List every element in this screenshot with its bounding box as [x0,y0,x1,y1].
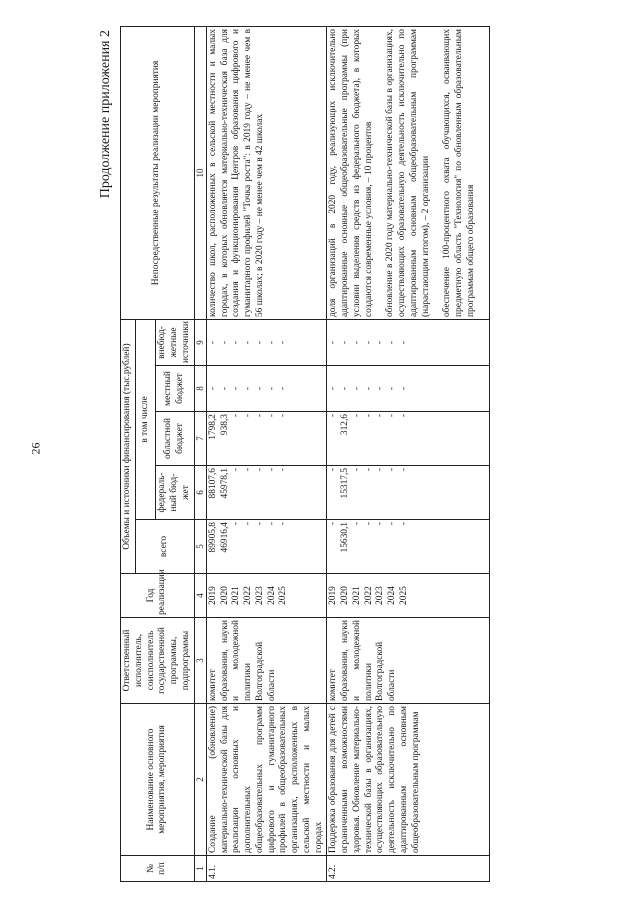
col-number: 8 [194,366,206,412]
header-year: Год реализации [121,574,195,618]
federal-values: - 15317,5 - - - - - [327,466,489,520]
col-number: 7 [194,412,206,466]
column-number-row [194,27,206,882]
row-number: 4.1. [206,856,327,882]
funding-table [120,26,490,882]
header-funding: Объемы и источники финансирования (тыс.рублей) [121,320,136,574]
col-number: 6 [194,466,206,520]
results-cell [206,27,327,320]
years-list: 2019 2020 2021 2022 2023 2024 2025 [206,574,327,618]
measure-name: Поддержка образования для детей с ограниченными возможностями здоровья. Обновление материально-технической базы в организациях, осуществляющих образовательную деятельность исключительно по адаптированным основным общеобразовательным программам [327,704,489,856]
executor-name: комитет образования, науки и молодежной политики Волгоградской области [206,618,327,704]
col-number: 4 [194,574,206,618]
continuation-heading: Продолжение приложения 2 [98,30,113,199]
offbudget-values: - - - - - - - [206,320,327,366]
col-number: 9 [194,320,206,366]
offbudget-values: - - - - - - - [327,320,489,366]
result-text: количество школ, расположенных в сельской местности и малых городах, в которых обновляется материально-техническая база для создания и функционирования Центров образования цифрового и гуманитарного профилей "Точка роста": в 2019 году – не менее чем в 56 школах; в 2020 году – не менее чем в 42 школах [207,29,265,317]
header-regional: областной бюджет [156,412,194,466]
header-local: местный бюджет [156,366,194,412]
result-text: обеспечение 100-процентного охвата обучающихся, осваивающих предметную область "Технология" по обновленным образовательным программам общего образования [442,29,476,317]
results-cell [327,27,489,320]
regional-values: - 312,6 - - - - - [327,412,489,466]
header-offbudget: внебюд-жетные источники [156,320,194,366]
header-name: Наименование основного мероприятия, мероприятия [121,704,195,856]
regional-values: 1798,2 938,3 - - - - - [206,412,327,466]
col-number: 3 [194,618,206,704]
page-number: 26 [28,442,43,455]
total-values: 89905,8 46916,4 - - - - - [206,520,327,574]
measure-name: Создание (обновление) материально-технической базы для реализации основных и дополнительных общеобразовательных программ цифрового и гуманитарного профилей в общеобразовательных организациях, расположенных в сельской местности и малых городах [206,704,327,856]
total-values: - 15630,1 - - - - - [327,520,489,574]
col-number: 5 [194,520,206,574]
header-no: № п/п [121,856,195,882]
row-number: 4.2. [327,856,489,882]
header-federal: федераль-ный бюд-жет [156,466,194,520]
col-number: 10 [194,27,206,320]
table-row [206,27,327,882]
header-results: Непосредственные результаты реализации мероприятия [121,27,195,320]
col-number: 2 [194,704,206,856]
result-text: доля организаций в 2020 году, реализующих исключительно адаптированные основные общеобразовательные программы (при условии выделения средств из федерального бюджета), в которых создаются современные условия, – 10 процентов [328,29,374,317]
years-list: 2019 2020 2021 2022 2023 2024 2025 [327,574,489,618]
header-including: в том числе [135,320,156,520]
rotated-page [90,20,620,890]
local-values: - - - - - - - [327,366,489,412]
header-total: всего [135,520,194,574]
executor-name: комитет образования, науки и молодежной политики Волгоградской области [327,618,489,704]
header-executor: Ответственный исполнитель, соисполнитель государственной программы, подпрограммы [121,618,195,704]
result-text: обновление в 2020 году материально-технической базы в организациях, осуществляющих образовательную деятельность исключительно по адаптированным основным общеобразовательным программам (нарастающим итогом), – 2 организации [385,29,431,317]
federal-values: 88107,6 45978,1 - - - - - [206,466,327,520]
col-number: 1 [194,856,206,882]
local-values: - - - - - - - [206,366,327,412]
table-row [327,27,489,882]
